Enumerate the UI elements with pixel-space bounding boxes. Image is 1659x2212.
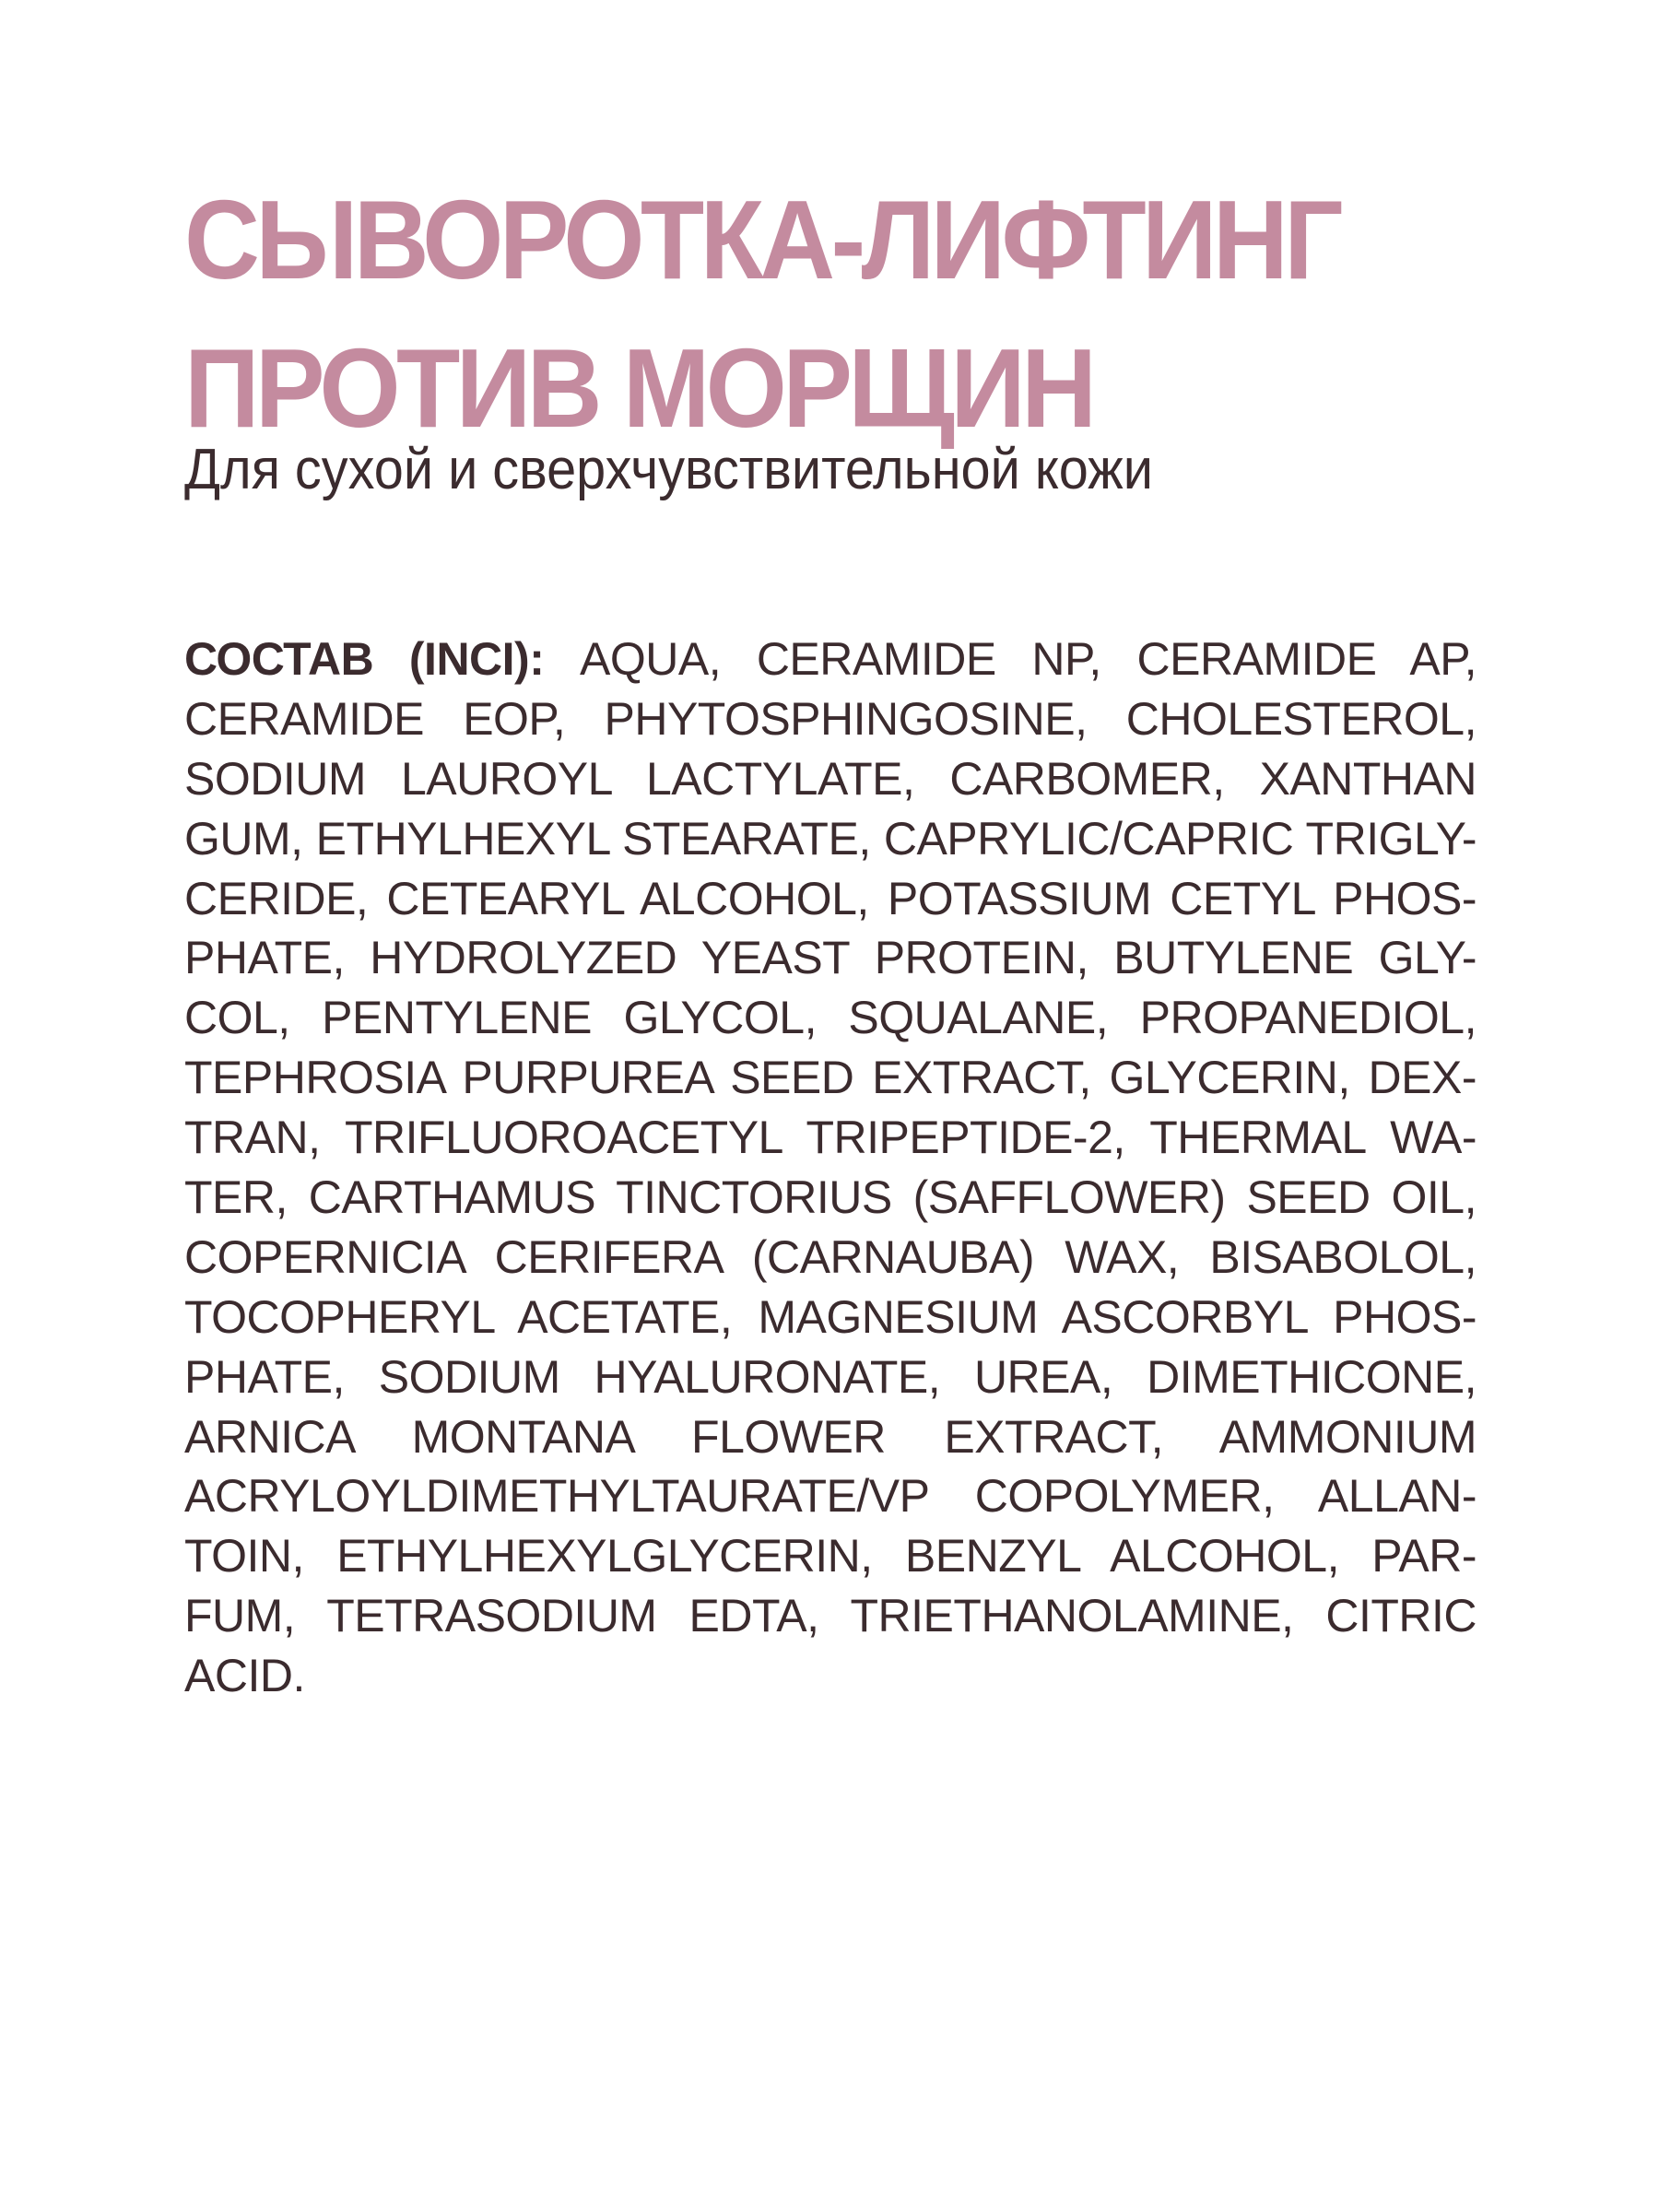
ingredients-line: CERAMIDE EOP, PHYTOSPHINGOSINE, CHOLESTEROL, (184, 692, 1477, 745)
product-subtitle: Для сухой и сверхчувствительной кожи (184, 438, 1153, 501)
ingredients-line: PHATE, HYDROLYZED YEAST PROTEIN, BUTYLENE GLY- (184, 932, 1477, 984)
ingredients-line: PHATE, SODIUM HYALURONATE, UREA, DIMETHICONE, (184, 1350, 1477, 1403)
ingredients-line: ACRYLOYLDIMETHYLTAURATE/VP COPOLYMER, ALLAN- (184, 1470, 1477, 1523)
ingredients-block (184, 629, 1477, 1706)
ingredients-line: TOCOPHERYL ACETATE, MAGNESIUM ASCORBYL PHOS- (184, 1290, 1477, 1343)
product-title-line-1: СЫВОРОТКА-ЛИФТИНГ (184, 177, 1339, 302)
ingredients-line: TER, CARTHAMUS TINCTORIUS (SAFFLOWER) SEED OIL, (184, 1171, 1477, 1224)
ingredients-line-last: ACID. (184, 1650, 305, 1702)
ingredients-line: ARNICA MONTANA FLOWER EXTRACT, AMMONIUM (184, 1410, 1477, 1463)
ingredients-label: СОСТАВ (INCI): (184, 633, 545, 685)
product-title (184, 166, 1493, 463)
ingredients-text: AQUA, CERAMIDE NP, CERAMIDE AP, (580, 633, 1477, 685)
ingredients-line: SODIUM LAUROYL LACTYLATE, CARBOMER, XANTHAN (184, 752, 1477, 805)
ingredients-line: COL, PENTYLENE GLYCOL, SQUALANE, PROPANEDIOL, (184, 992, 1477, 1044)
ingredients-line: TEPHROSIA PURPUREA SEED EXTRACT, GLYCERIN, DEX- (184, 1052, 1477, 1104)
ingredients-line: FUM, TETRASODIUM EDTA, TRIETHANOLAMINE, CITRIC (184, 1590, 1477, 1642)
ingredients-line: COPERNICIA CERIFERA (CARNAUBA) WAX, BISABOLOL, (184, 1230, 1477, 1283)
ingredients-line: TRAN, TRIFLUOROACETYL TRIPEPTIDE-2, THERMAL WA- (184, 1112, 1477, 1164)
ingredients-line: GUM, ETHYLHEXYL STEARATE, CAPRYLIC/CAPRIC TRIGLY- (184, 812, 1477, 865)
ingredients-line (184, 629, 1477, 689)
ingredients-line: TOIN, ETHYLHEXYLGLYCERIN, BENZYL ALCOHOL, PAR- (184, 1530, 1477, 1583)
product-title-line-2: ПРОТИВ МОРЩИН (184, 325, 1093, 451)
ingredients-line: CERIDE, CETEARYL ALCOHOL, POTASSIUM CETYL PHOS- (184, 872, 1477, 924)
